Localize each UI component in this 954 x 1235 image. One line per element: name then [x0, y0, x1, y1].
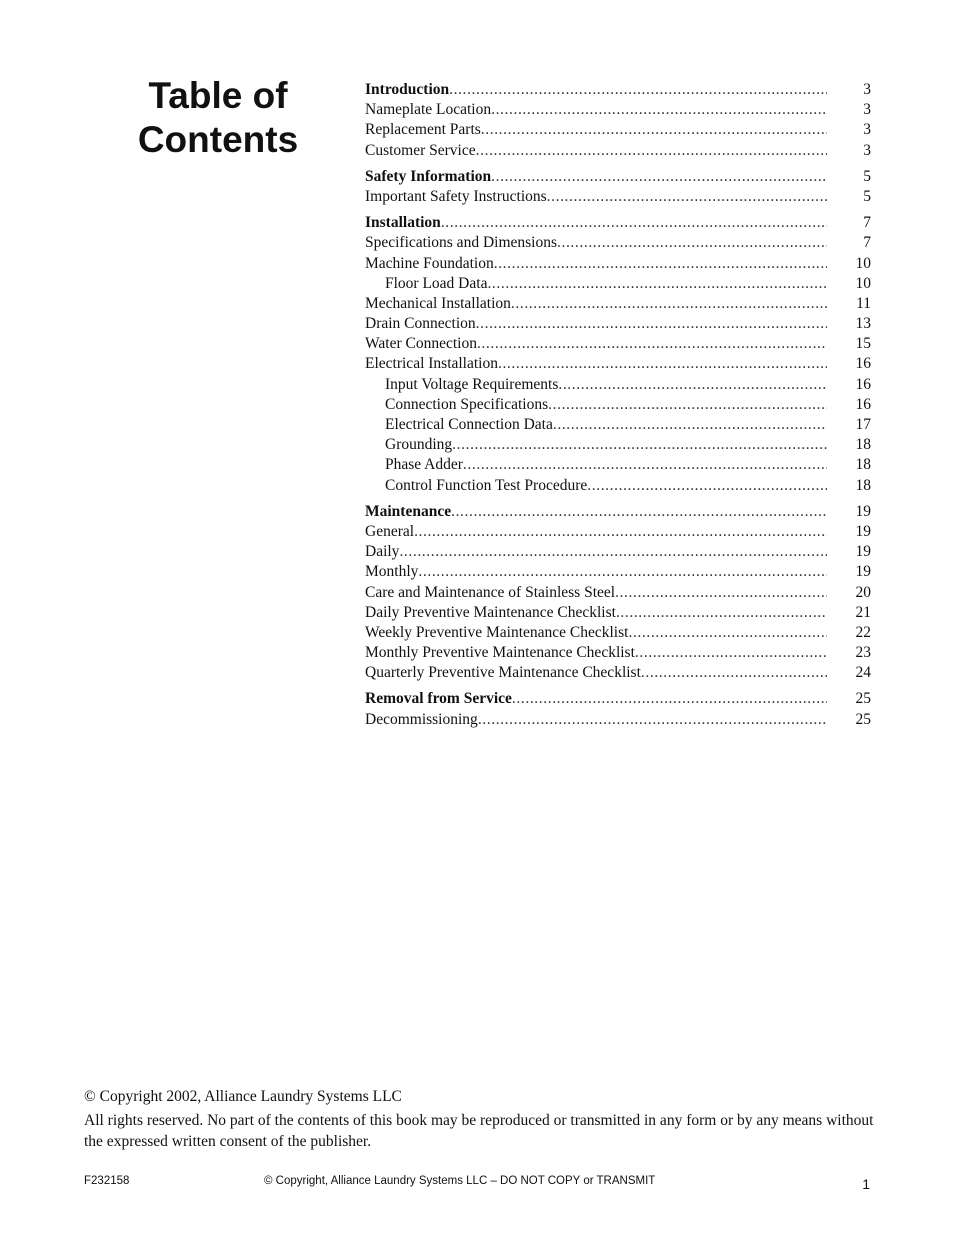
toc-entry[interactable]: [365, 334, 871, 354]
toc-entry-page-number: 10: [855, 254, 871, 272]
toc-entry[interactable]: [365, 354, 871, 374]
page-number: 1: [862, 1176, 870, 1192]
toc-entry-label: Floor Load Data: [385, 274, 488, 292]
toc-entry-page-number: 18: [855, 456, 871, 474]
toc-entry-page-number: 5: [863, 187, 871, 205]
toc-entry-label: Specifications and Dimensions: [365, 234, 557, 252]
toc-entry-page-number: 25: [855, 710, 871, 728]
toc-entry[interactable]: [365, 254, 871, 274]
toc-section-heading[interactable]: [365, 213, 871, 233]
toc-entry-label: Important Safety Instructions: [365, 187, 547, 205]
toc-entry[interactable]: [365, 455, 871, 475]
toc-entry-page-number: 11: [856, 294, 871, 312]
toc-entry-page-number: 17: [855, 416, 871, 433]
toc-entry-page-number: 7: [863, 214, 871, 232]
toc-entry-label: Control Function Test Procedure: [385, 476, 588, 494]
toc-entry-label: Monthly Preventive Maintenance Checklist: [365, 644, 635, 662]
dot-leader: [558, 375, 827, 395]
dot-leader: [587, 476, 827, 496]
dot-leader: [463, 455, 827, 475]
page-title-line-1: Table of: [148, 75, 288, 116]
toc-section: [365, 502, 871, 684]
toc-entry[interactable]: [365, 314, 871, 334]
toc-entry-label: Electrical Connection Data: [385, 416, 553, 433]
document-code: F232158: [84, 1175, 130, 1187]
toc-entry-page-number: 25: [855, 690, 871, 708]
toc-entry-page-number: 20: [855, 583, 871, 601]
rights-reserved-text: All rights reserved. No part of the contents of this book may be reproduced or transmitted in any form or by any means without the expressed written consent of the publisher.: [84, 1112, 874, 1150]
toc-section-heading[interactable]: [365, 167, 871, 187]
dot-leader: [557, 233, 827, 253]
toc-entry-label: Electrical Installation: [365, 355, 498, 373]
toc-entry-page-number: 24: [855, 664, 871, 682]
toc-entry-page-number: 3: [863, 141, 871, 159]
toc-entry-label: Daily: [365, 543, 400, 561]
dot-leader: [487, 274, 827, 294]
toc-entry-page-number: 15: [855, 335, 871, 353]
toc-entry[interactable]: [365, 562, 871, 582]
toc-section-heading[interactable]: [365, 502, 871, 522]
toc-entry-label: Water Connection: [365, 335, 477, 353]
dot-leader: [491, 167, 827, 187]
dot-leader: [449, 80, 827, 100]
toc-entry-page-number: 7: [863, 234, 871, 252]
toc-entry-page-number: 10: [855, 274, 871, 292]
toc-entry-label: Care and Maintenance of Stainless Steel: [365, 583, 616, 601]
toc-entry-page-number: 19: [855, 543, 871, 561]
toc-entry-page-number: 13: [855, 315, 871, 333]
dot-leader: [616, 603, 827, 623]
toc-entry-label: Quarterly Preventive Maintenance Checklist: [365, 664, 641, 682]
dot-leader: [478, 710, 827, 730]
toc-entry-label: Phase Adder: [385, 456, 463, 474]
toc-section-heading[interactable]: [365, 689, 871, 709]
toc-entry-label: Input Voltage Requirements: [385, 375, 559, 393]
toc-entry-page-number: 3: [863, 121, 871, 139]
toc-entry[interactable]: [365, 100, 871, 120]
toc-entry-label: Nameplate Location: [365, 101, 492, 119]
toc-entry[interactable]: [365, 603, 871, 623]
toc-entry[interactable]: [365, 395, 871, 415]
toc-entry-label: Drain Connection: [365, 315, 476, 333]
toc-entry[interactable]: [365, 187, 871, 207]
toc-entry-page-number: 16: [855, 355, 871, 373]
toc-entry-label: Safety Information: [365, 167, 492, 185]
toc-entry[interactable]: [365, 542, 871, 562]
toc-entry-page-number: 19: [855, 563, 871, 581]
toc-entry[interactable]: [365, 583, 871, 603]
toc-entry-label: Decommissioning: [365, 710, 478, 728]
toc-entry-label: General: [365, 522, 415, 540]
toc-entry-page-number: 22: [855, 623, 871, 641]
toc-entry-label: Customer Service: [365, 141, 476, 159]
toc-entry[interactable]: [365, 120, 871, 140]
toc-entry[interactable]: [365, 435, 871, 455]
dot-leader: [441, 213, 827, 233]
toc-entry-page-number: 19: [855, 502, 871, 520]
dot-leader: [399, 542, 827, 562]
footer-copyright-notice: © Copyright, Alliance Laundry Systems LLC – DO NOT COPY or TRANSMIT: [264, 1175, 656, 1187]
copyright-line: © Copyright 2002, Alliance Laundry Systems LLC: [84, 1088, 402, 1105]
dot-leader: [414, 522, 827, 542]
toc-entry-page-number: 23: [855, 644, 871, 662]
toc-section-heading[interactable]: [365, 80, 871, 100]
toc-entry-label: Maintenance: [365, 502, 452, 520]
toc-entry[interactable]: [365, 623, 871, 643]
copyright-block: [84, 1086, 874, 1152]
dot-leader: [553, 415, 827, 435]
toc-entry[interactable]: [365, 141, 871, 161]
toc-entry-page-number: 3: [863, 101, 871, 119]
toc-section: [365, 80, 871, 161]
toc-entry-page-number: 18: [855, 436, 871, 454]
dot-leader: [548, 395, 827, 415]
dot-leader: [615, 583, 827, 603]
toc-entry[interactable]: [365, 274, 871, 294]
table-of-contents: [365, 80, 871, 736]
dot-leader: [628, 623, 827, 643]
toc-entry-label: Daily Preventive Maintenance Checklist: [365, 603, 616, 621]
toc-entry-label: Removal from Service: [365, 690, 512, 708]
toc-entry-page-number: 16: [855, 375, 871, 393]
dot-leader: [418, 562, 827, 582]
toc-entry-label: Replacement Parts: [365, 121, 481, 139]
toc-entry-label: Weekly Preventive Maintenance Checklist: [365, 623, 629, 641]
page-title-line-2: Contents: [137, 119, 299, 160]
toc-section: [365, 689, 871, 729]
toc-entry-page-number: 5: [863, 167, 871, 185]
toc-entry-label: Mechanical Installation: [365, 294, 511, 312]
toc-entry[interactable]: [365, 476, 871, 496]
toc-entry[interactable]: [365, 710, 871, 730]
dot-leader: [481, 120, 827, 140]
toc-entry-page-number: 18: [855, 476, 871, 494]
dot-leader: [451, 502, 827, 522]
toc-entry[interactable]: [365, 294, 871, 314]
toc-entry-page-number: 19: [855, 522, 871, 540]
toc-entry-page-number: 21: [855, 603, 871, 621]
toc-entry[interactable]: [365, 233, 871, 253]
toc-section: [365, 167, 871, 207]
dot-leader: [476, 141, 827, 161]
dot-leader: [476, 314, 827, 334]
dot-leader: [494, 254, 827, 274]
dot-leader: [452, 435, 827, 455]
toc-entry[interactable]: [365, 415, 871, 435]
toc-entry-page-number: 16: [855, 395, 871, 413]
toc-entry-label: Introduction: [365, 81, 450, 98]
toc-entry[interactable]: [365, 522, 871, 542]
toc-entry-label: Monthly: [365, 563, 419, 581]
toc-entry-label: Machine Foundation: [365, 254, 494, 272]
page-title: [118, 74, 318, 162]
dot-leader: [491, 100, 827, 120]
toc-entry[interactable]: [365, 643, 871, 663]
toc-entry[interactable]: [365, 663, 871, 683]
page-footer: [84, 1175, 870, 1193]
toc-entry-label: Installation: [365, 214, 441, 232]
dot-leader: [635, 643, 827, 663]
toc-entry-page-number: 3: [863, 81, 871, 98]
toc-entry-label: Connection Specifications: [385, 395, 549, 413]
dot-leader: [477, 334, 827, 354]
dot-leader: [511, 294, 827, 314]
toc-section: [365, 213, 871, 496]
dot-leader: [641, 663, 827, 683]
dot-leader: [547, 187, 827, 207]
dot-leader: [512, 689, 827, 709]
toc-entry-label: Grounding: [385, 436, 453, 454]
toc-entry[interactable]: [365, 375, 871, 395]
dot-leader: [498, 354, 827, 374]
